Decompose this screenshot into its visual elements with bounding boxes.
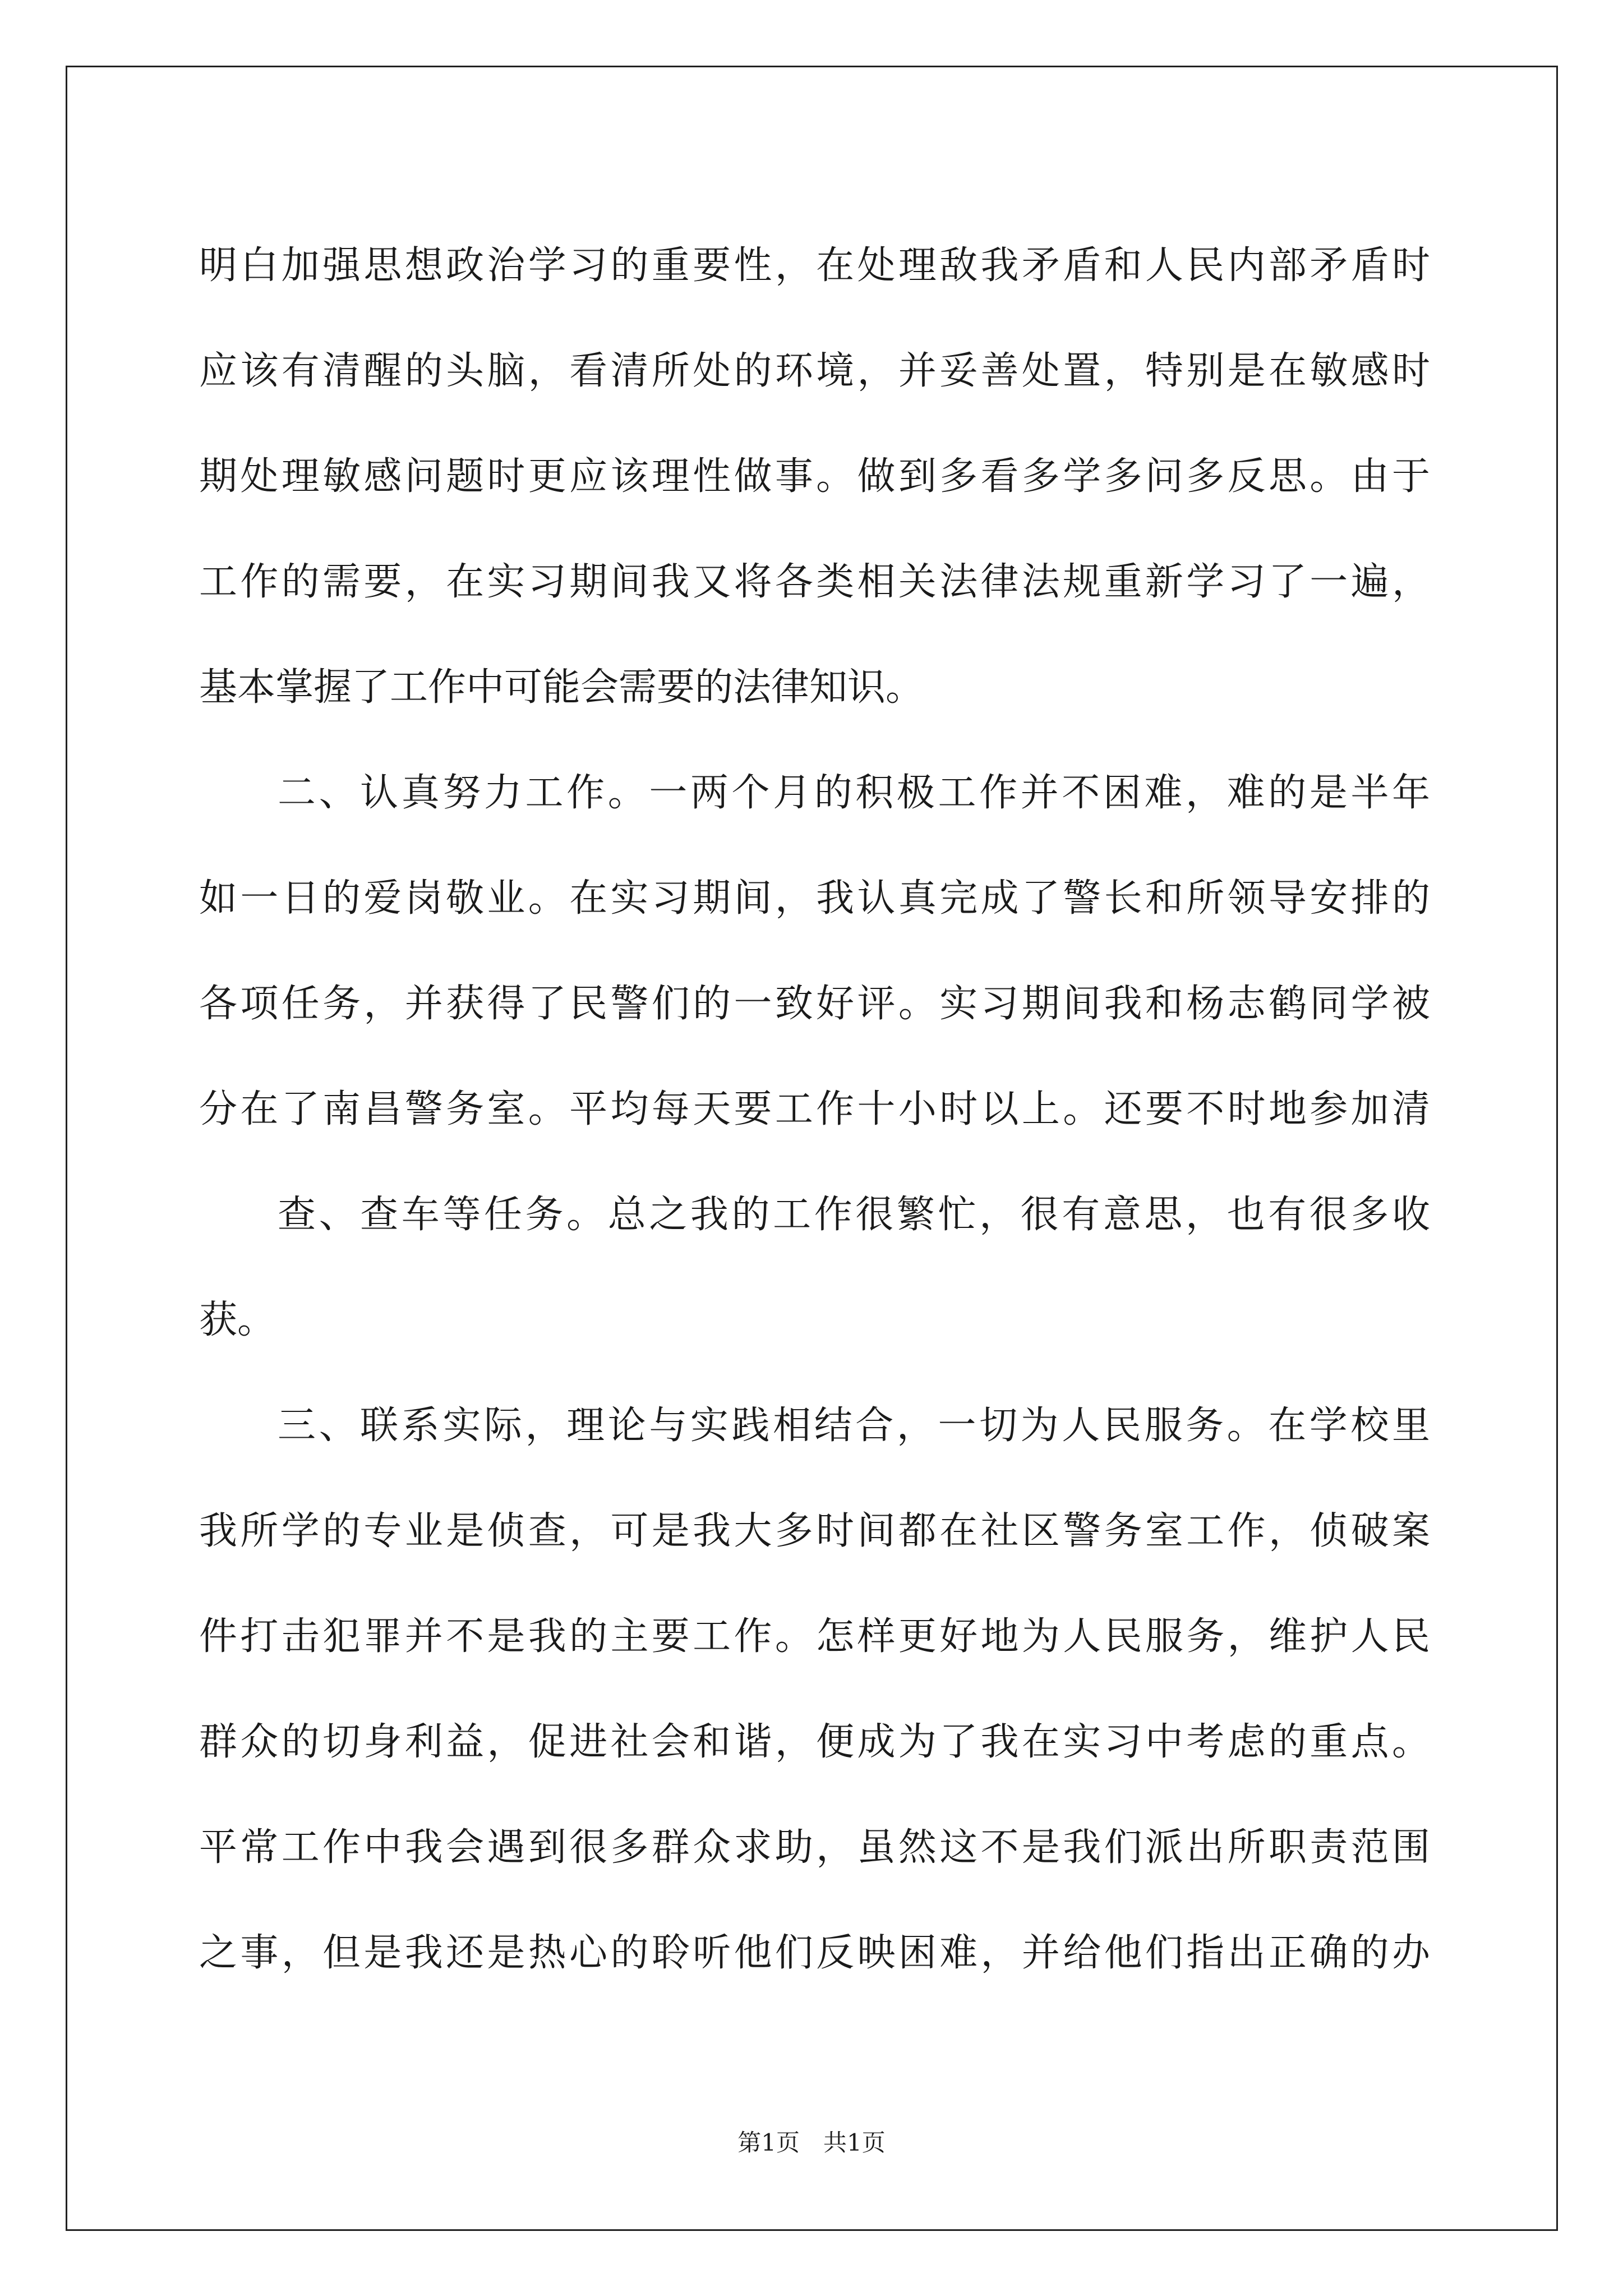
text-line: 三、联系实际，理论与实践相结合，一切为人民服务。在学校里 bbox=[278, 1404, 1430, 1448]
text-line: 群众的切身利益，促进社会和谐，便成为了我在实习中考虑的重点。 bbox=[199, 1720, 1430, 1764]
text-line: 如一日的爱岗敬业。在实习期间，我认真完成了警长和所领导安排的 bbox=[199, 876, 1430, 921]
text-line: 明白加强思想政治学习的重要性，在处理敌我矛盾和人民内部矛盾时 bbox=[199, 243, 1430, 288]
text-line: 应该有清醒的头脑，看清所处的环境，并妥善处置，特别是在敏感时 bbox=[199, 349, 1430, 393]
text-line: 二、认真努力工作。一两个月的积极工作并不困难，难的是半年 bbox=[278, 771, 1430, 815]
text-line: 基本掌握了工作中可能会需要的法律知识。 bbox=[199, 665, 924, 710]
page-footer: 第1页 共1页 bbox=[737, 2129, 886, 2156]
text-line: 分在了南昌警务室。平均每天要工作十小时以上。还要不时地参加清 bbox=[199, 1087, 1430, 1131]
text-line: 工作的需要，在实习期间我又将各类相关法律法规重新学习了一遍， bbox=[199, 560, 1430, 604]
text-line: 平常工作中我会遇到很多群众求助，虽然这不是我们派出所职责范围 bbox=[199, 1825, 1430, 1870]
text-line: 之事，但是我还是热心的聆听他们反映困难，并给他们指出正确的办 bbox=[199, 1931, 1430, 1975]
text-line: 获。 bbox=[199, 1298, 276, 1342]
text-line: 期处理敏感问题时更应该理性做事。做到多看多学多问多反思。由于 bbox=[199, 454, 1430, 499]
document-body bbox=[199, 213, 1430, 2006]
text-line: 查、查车等任务。总之我的工作很繁忙，很有意思，也有很多收 bbox=[278, 1193, 1430, 1237]
text-line: 我所学的专业是侦查，可是我大多时间都在社区警务室工作，侦破案 bbox=[199, 1509, 1430, 1553]
text-line: 件打击犯罪并不是我的主要工作。怎样更好地为人民服务，维护人民 bbox=[199, 1614, 1430, 1659]
text-line: 各项任务，并获得了民警们的一致好评。实习期间我和杨志鹤同学被 bbox=[199, 982, 1430, 1026]
